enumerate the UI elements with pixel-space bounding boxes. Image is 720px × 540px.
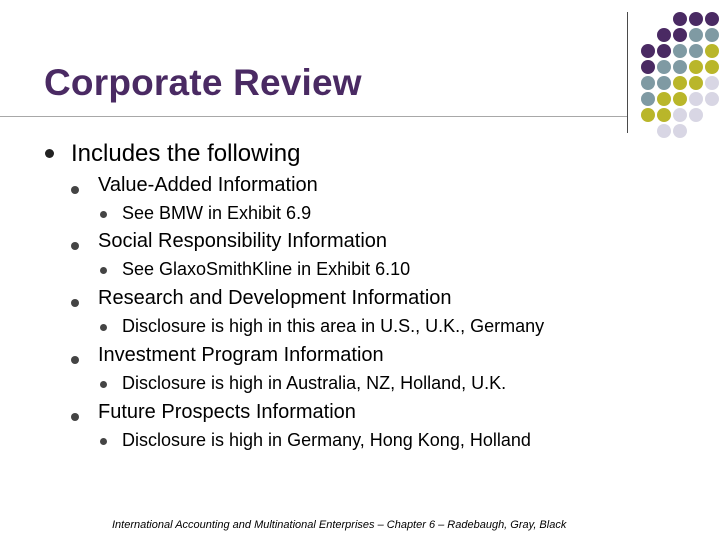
bullet-icon (71, 242, 79, 250)
item-label: Value-Added Information (98, 174, 318, 196)
item-sub: Disclosure is high in this area in U.S., U.K., Germany (122, 316, 545, 336)
bullet-icon (45, 149, 54, 158)
item-sub: See BMW in Exhibit 6.9 (122, 203, 312, 223)
bullet-icon (100, 324, 107, 331)
bullet-icon (71, 186, 79, 194)
item-sub: See GlaxoSmithKline in Exhibit 6.10 (122, 259, 411, 279)
bullet-icon (100, 438, 107, 445)
bullet-icon (100, 267, 107, 274)
bullet-icon (71, 413, 79, 421)
footer-citation: International Accounting and Multinational Enterprises – Chapter 6 – Radebaugh, Gray, Black (112, 519, 567, 531)
item-label: Investment Program Information (98, 344, 384, 366)
main-bullet: Includes the following (71, 140, 301, 167)
slide-title: Corporate Review (44, 62, 362, 103)
bullet-icon (100, 381, 107, 388)
bullet-icon (71, 356, 79, 364)
item-label: Research and Development Information (98, 287, 452, 309)
bullet-icon (100, 211, 107, 218)
bullet-icon (71, 299, 79, 307)
item-label: Future Prospects Information (98, 401, 356, 423)
item-sub: Disclosure is high in Germany, Hong Kong, Holland (122, 430, 531, 450)
item-label: Social Responsibility Information (98, 230, 388, 252)
item-sub: Disclosure is high in Australia, NZ, Holland, U.K. (122, 373, 507, 393)
